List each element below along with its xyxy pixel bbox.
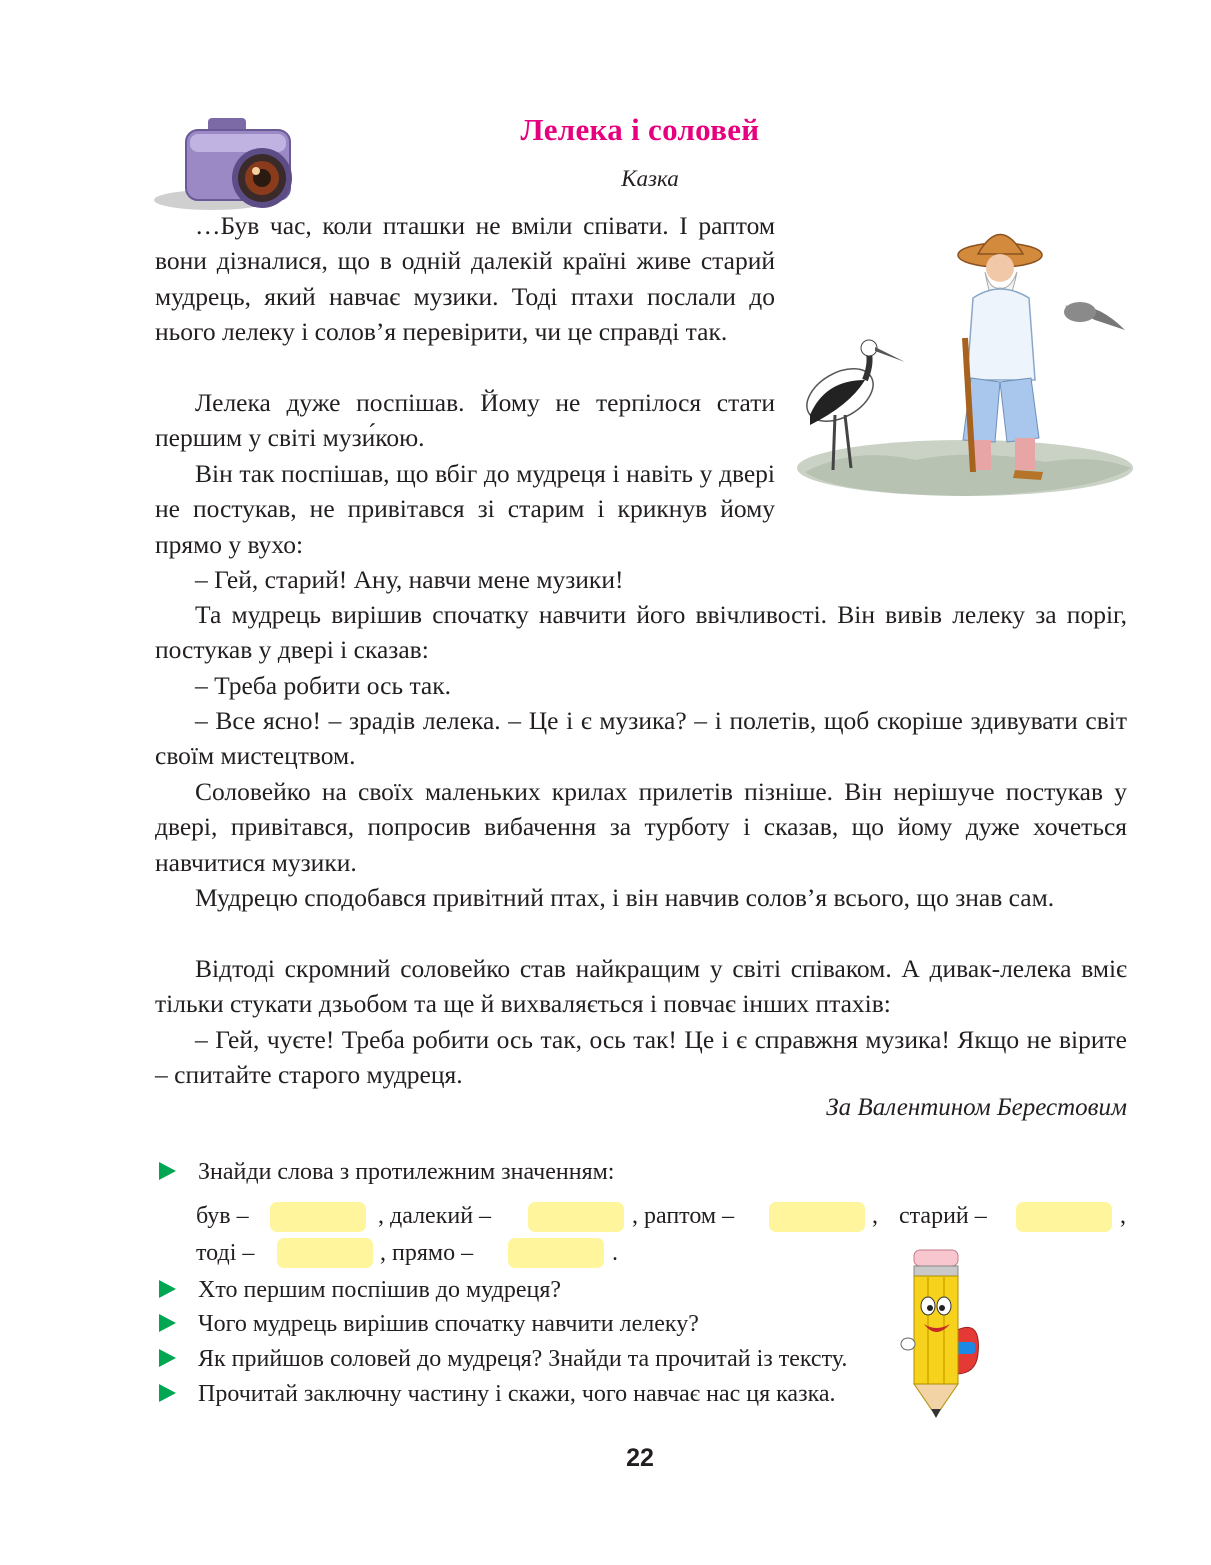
word-label: старий –: [899, 1203, 987, 1229]
word-label: .: [612, 1240, 618, 1266]
paragraph: – Треба робити ось так.: [195, 671, 451, 700]
word-label: ,: [872, 1203, 878, 1229]
task-text: Як прийшов соловей до мудреця? Знайди та прочитай із тексту.: [198, 1346, 848, 1372]
pencil-mascot-icon: [900, 1244, 985, 1424]
word-label: тоді –: [196, 1240, 255, 1266]
arrow-icon: [159, 1384, 176, 1402]
paragraph: Лелека дуже поспішав. Йому не терпілося стати першим у світі музи́кою.: [155, 388, 775, 453]
task-text: Хто першим поспішив до мудреця?: [198, 1277, 562, 1303]
word-label: , раптом –: [632, 1203, 735, 1229]
answer-blank[interactable]: [508, 1238, 604, 1268]
task-text: Прочитай заключну частину і скажи, чого навчає нас ця казка.: [198, 1381, 836, 1407]
answer-blank[interactable]: [1016, 1202, 1112, 1232]
paragraph: – Все ясно! – зрадів лелека. – Це і є музика? – і полетів, щоб скоріше здивувати світ своїм мистецтвом.: [155, 706, 1127, 771]
story-genre: Казка: [621, 166, 679, 191]
paragraph: Соловейко на своїх маленьких крилах прилетів пізніше. Він нерішуче постукав у двері, привітався, попросив вибачення за турботу і сказав, що йому дуже хочеться навчитися музики.: [155, 777, 1127, 877]
task-text: Чого мудрець вирішив спочатку навчити лелеку?: [198, 1311, 699, 1337]
stork-and-sage-illustration: [795, 210, 1135, 500]
paragraph: …Був час, коли пташки не вміли співати. І раптом вони дізналися, що в одній далекій країні живе старий мудрець, який навчає музики. Тоді птахи послали до нього лелеку і солов’я перевірити, чи це справді так.: [155, 211, 775, 347]
task-item: [155, 1343, 847, 1375]
paragraph: Відтоді скромний соловейко став найкращим у світі співаком. А дивак-лелека вміє тільки стукати дзьобом та ще й вихваляється і повчає інших птахів:: [155, 954, 1127, 1019]
paragraph: Він так поспішав, що вбіг до мудреця і навіть у двері не постукав, не привітався зі старим і крикнув йому прямо у вухо:: [155, 459, 775, 559]
arrow-icon: [159, 1349, 176, 1367]
task-item: [155, 1308, 699, 1340]
task-item: [155, 1274, 561, 1306]
word-label: , далекий –: [378, 1203, 492, 1229]
word-label: ,: [1120, 1203, 1126, 1229]
word-label: , прямо –: [380, 1240, 474, 1266]
task-item: [155, 1378, 836, 1410]
answer-blank[interactable]: [277, 1238, 373, 1268]
author-attribution: За Валентином Берестовим: [826, 1094, 1127, 1121]
answer-blank[interactable]: [270, 1202, 366, 1232]
camera-icon: [150, 112, 298, 218]
paragraph: Мудрецю сподобався привітний птах, і він навчив солов’я всього, що знав сам.: [195, 883, 1055, 912]
word-label: був –: [196, 1203, 249, 1229]
answer-blank[interactable]: [528, 1202, 624, 1232]
page-number: 22: [626, 1444, 654, 1472]
arrow-icon: [159, 1162, 176, 1180]
paragraph: – Гей, старий! Ану, навчи мене музики!: [195, 565, 624, 594]
paragraph: Та мудрець вирішив спочатку навчити його ввічливості. Він вивів лелеку за поріг, постукав у двері і сказав:: [155, 600, 1127, 665]
task-item: [155, 1156, 614, 1188]
paragraph: – Гей, чуєте! Треба робити ось так, ось так! Це і є справжня музика! Якщо не вірите – спитайте старого мудреця.: [155, 1025, 1127, 1090]
answer-blank[interactable]: [769, 1202, 865, 1232]
story-title: Лелека і соловей: [520, 112, 760, 147]
task-text: Знайди слова з протилежним значенням:: [198, 1159, 615, 1185]
arrow-icon: [159, 1280, 176, 1298]
arrow-icon: [159, 1314, 176, 1332]
